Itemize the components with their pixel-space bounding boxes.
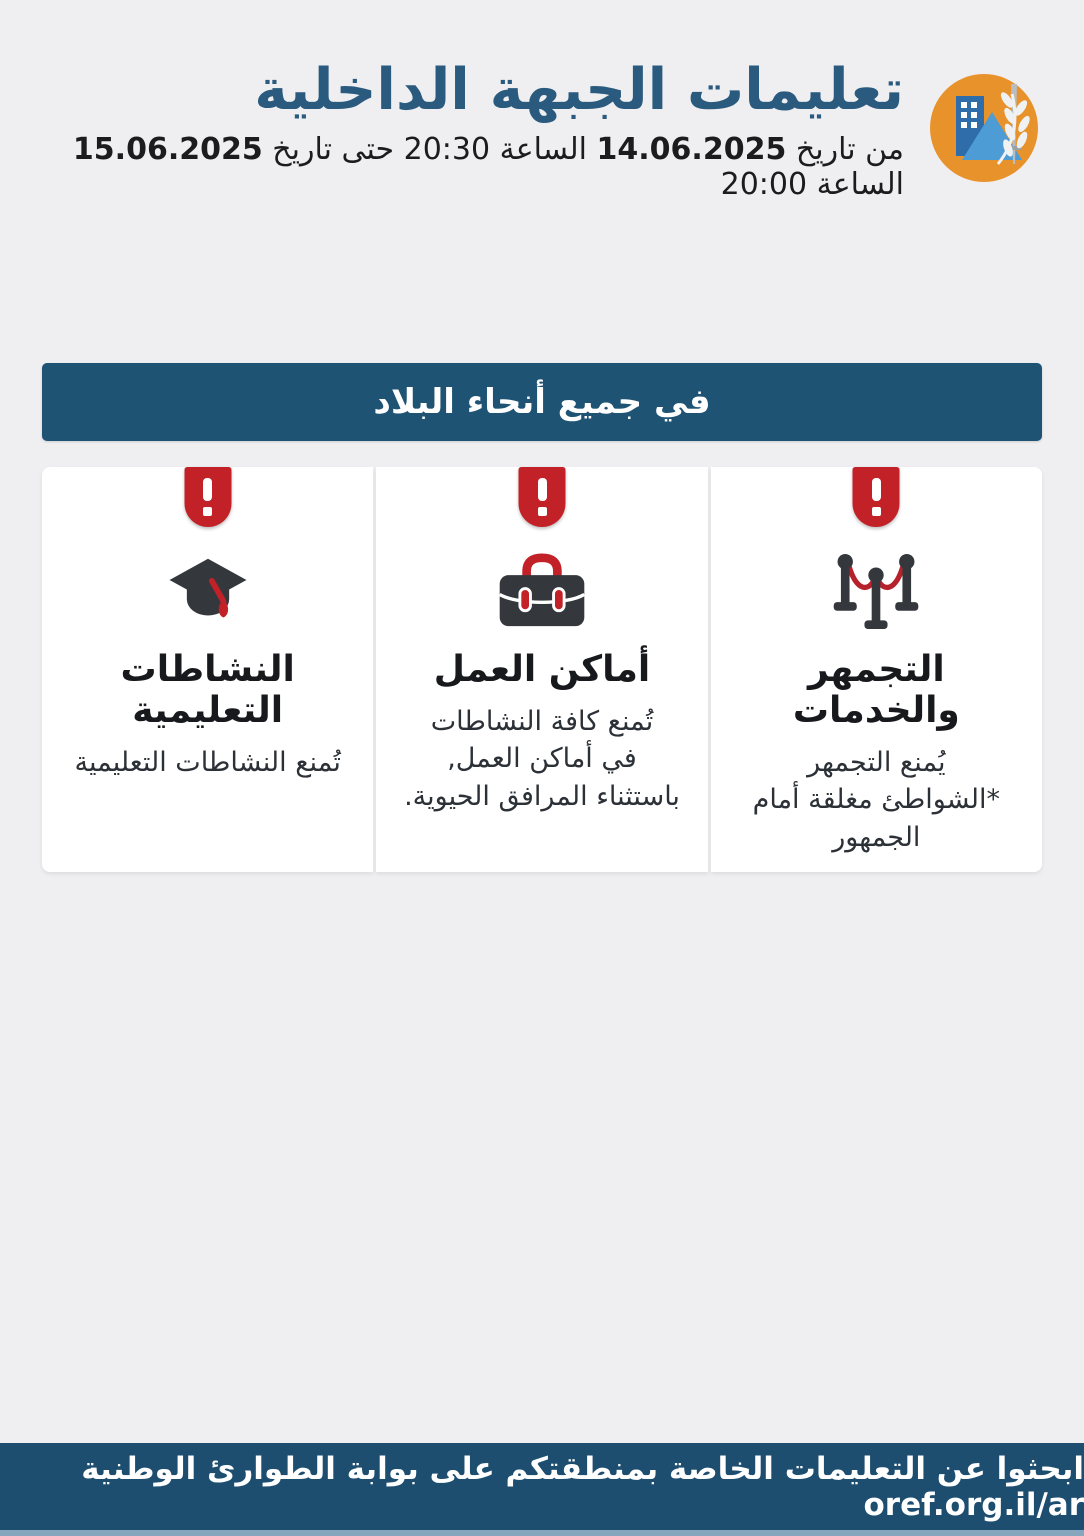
card-title: النشاطات التعليمية: [120, 649, 295, 731]
region-banner: [42, 363, 1042, 441]
page-title: تعليمات الجبهة الداخلية: [254, 57, 904, 123]
card-text-line: تُمنع كافة النشاطات: [430, 706, 654, 737]
card-text: [68, 744, 347, 781]
alert-exclamation-icon: [184, 467, 231, 527]
card-title: التجمهر والخدمات: [792, 649, 960, 731]
graduation-cap-icon: [68, 547, 347, 635]
card-text-line: تُمنع النشاطات التعليمية: [74, 747, 341, 778]
alert-exclamation-icon: [519, 467, 566, 527]
briefcase-icon: [402, 547, 681, 635]
between-label: الساعة 20:30 حتى تاريخ: [262, 131, 597, 167]
card-text-line: باستثناء المرافق الحيوية.: [404, 780, 680, 812]
card-educational-activities: [42, 467, 373, 872]
from-label: من تاريخ: [786, 131, 904, 167]
crowd-barrier-icon: [737, 547, 1016, 635]
card-title: أماكن العمل: [433, 649, 651, 690]
instruction-cards: [42, 467, 1042, 872]
card-text-line: في أماكن العمل,: [447, 743, 637, 775]
header: [0, 58, 1040, 202]
card-text-line: *الشواطئ مغلقة أمام الجمهور: [752, 784, 1001, 853]
home-front-command-logo: [928, 72, 1040, 184]
header-text: [0, 58, 904, 202]
card-gatherings-services: [711, 467, 1042, 872]
to-date: 15.06.2025: [72, 131, 263, 167]
footer-portal-text: ابحثوا عن التعليمات الخاصة بمنطقتكم على بوابة الطوارئ الوطنية oref.org.il/ar: [81, 1450, 1084, 1523]
footer: [0, 1443, 1084, 1536]
region-banner-label: في جميع أنحاء البلاد: [373, 382, 711, 422]
card-text: [737, 744, 1016, 856]
card-text: [402, 703, 681, 815]
to-label: الساعة 20:00: [720, 166, 904, 202]
from-date: 14.06.2025: [596, 131, 787, 167]
validity-date-range: [0, 132, 904, 202]
alert-exclamation-icon: [853, 467, 900, 527]
card-workplaces: [376, 467, 707, 872]
card-text-line: يُمنع التجمهر: [807, 747, 946, 778]
